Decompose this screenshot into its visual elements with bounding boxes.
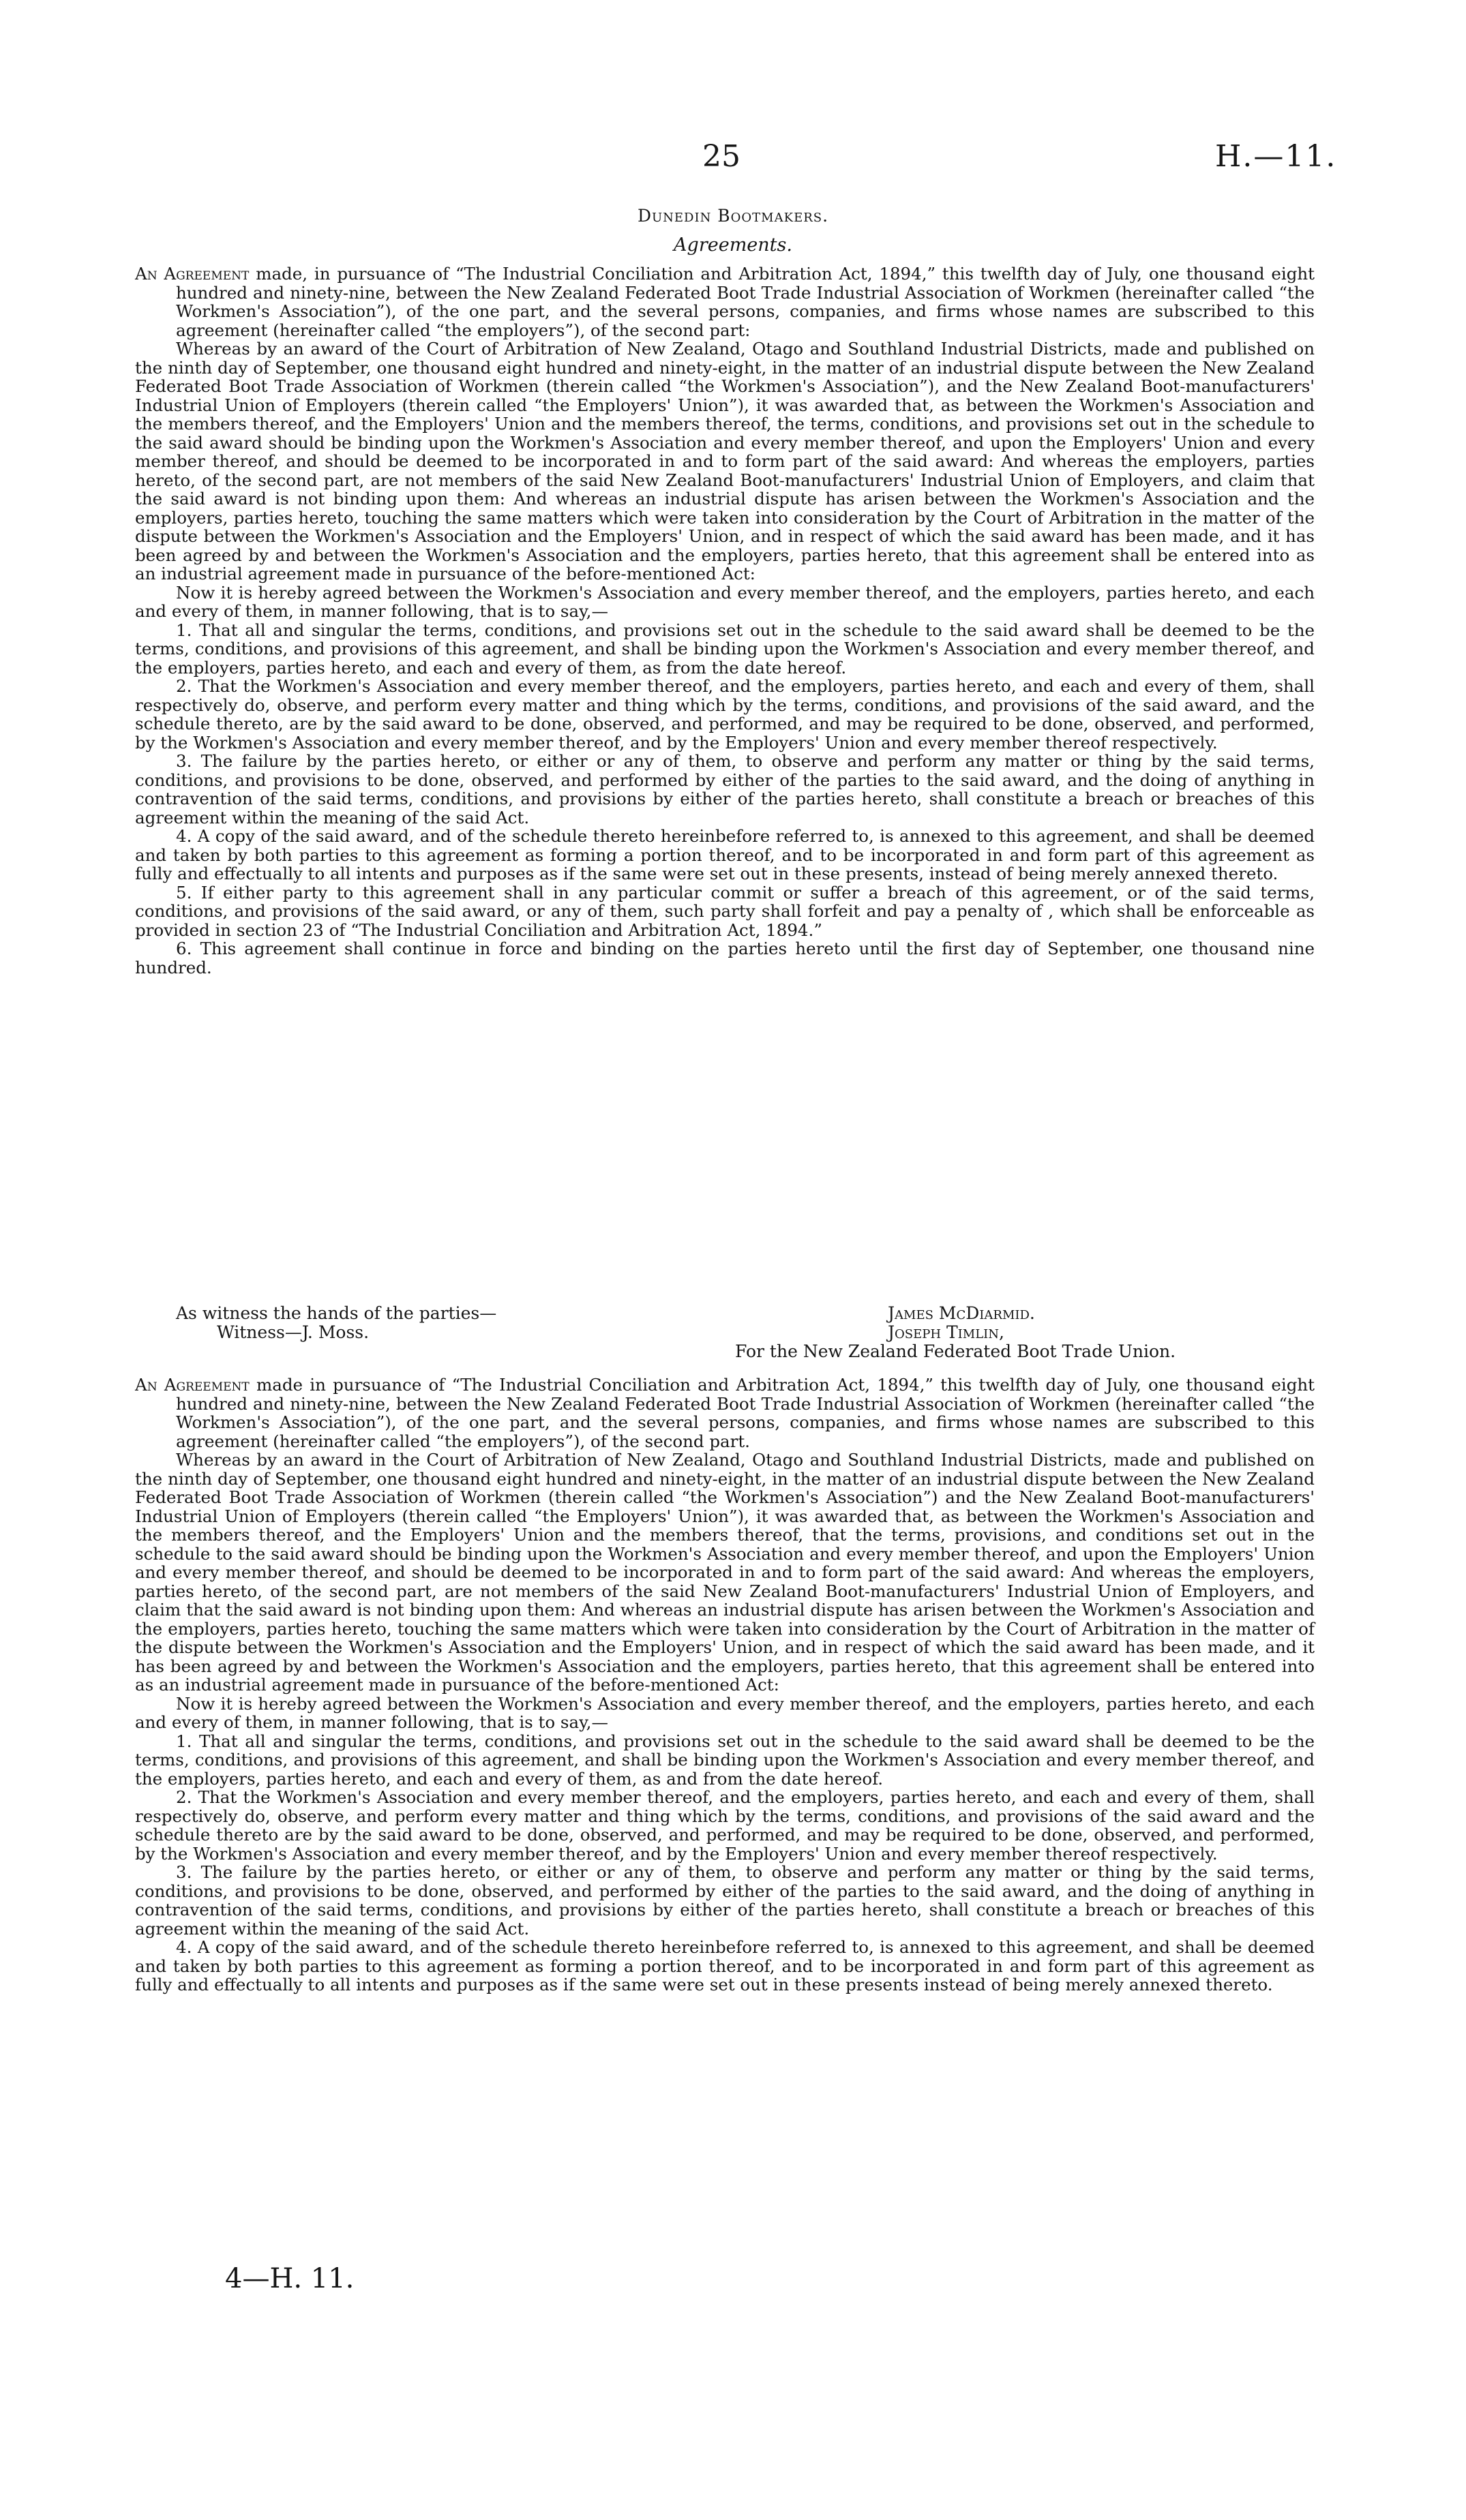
agreement-2 xyxy=(135,1376,1315,1994)
agreement-1-clause-1: 1. That all and singular the terms, conditions, and provisions set out in the schedule to the said award shall be deemed to be the terms, conditions, and provisions of this agreement, and shall be binding upon the Workmen's Association and every member thereof, and the employers, parties hereto, and each and every of them, as from the date hereof. xyxy=(135,620,1315,678)
agreement-1-clause-2: 2. That the Workmen's Association and every member thereof, and the employers, parties hereto, and each and every of them, shall respectively do, observe, and perform every matter and thing which by the terms, conditions, and provisions of the said award, and the schedule thereto, are by the said award to be done, observed, and performed, and may be required to be done, observed, and performed, by the Workmen's Association and every member thereof, and by the Employers' Union and every member thereof respectively. xyxy=(135,676,1315,753)
agreement-1-clause-3: 3. The failure by the parties hereto, or either or any of them, to observe and perform any matter or thing by the said terms, conditions, and provisions to be done, observed, and performed by either of the parties to the said award, and the doing of anything in contravention of the said terms, conditions, and provisions by either of the parties hereto, shall constitute a breach or breaches of this agreement within the meaning of the said Act. xyxy=(135,751,1315,828)
agreement-2-clause-2: 2. That the Workmen's Association and every member thereof, and the employers, parties hereto, and each and every of them, shall respectively do, observe, and perform every matter and thing which by the terms, conditions, and provisions of the said award and the schedule thereto are by the said award to be done, observed, and performed, and may be required to be done, observed, and performed, by the Workmen's Association and every member thereof, and by the Employers' Union and every member thereof respectively. xyxy=(135,1787,1315,1864)
agreement-1-lead: An Agreement xyxy=(135,264,250,284)
agreement-1-clause-6: 6. This agreement shall continue in force and binding on the parties hereto until the first day of September, one thousand nine hundred. xyxy=(135,939,1315,977)
witness-name: Witness—J. Moss. xyxy=(217,1322,370,1342)
agreement-2-clause-3: 3. The failure by the parties hereto, or either or any of them, to observe and perform any matter or thing by the said terms, conditions, and provisions to be done, observed, and performed by either of the parties to the said award, and the doing of anything in contravention of the said terms, conditions, and provisions by either of the parties hereto, shall constitute a breach or breaches of this agreement within the meaning of the said Act. xyxy=(135,1862,1315,1939)
agreement-1-clause-4: 4. A copy of the said award, and of the schedule thereto hereinbefore referred to, is annexed to this agreement, and shall be deemed and taken by both parties to this agreement as forming a portion thereof, and to be incorporated in and form part of this agreement as fully and effectually to all intents and purposes as if the same were set out in these presents, instead of being merely annexed thereto. xyxy=(135,826,1315,883)
agreement-2-whereas: Whereas by an award in the Court of Arbitration of New Zealand, Otago and Southland Industrial Districts, made and published on the ninth day of September, one thousand eight hundred and ninety-eight, in the matter of an industrial dispute between the New Zealand Federated Boot Trade Association of Workmen (therein called “the Workmen's Association”) and the New Zealand Boot-manufacturers' Industrial Union of Employers (therein called “the Employers' Union”), it was awarded that, as between the Workmen's Association and the members thereof, and the Employers' Union and the members thereof, that the terms, provisions, and conditions set out in the schedule to the said award should be binding upon the Workmen's Association and every member thereof, and upon the Employers' Union and every member thereof, and should be deemed to be incorporated in and to form part of the said award: And whereas the employers, parties hereto, of the second part, are not members of the said New Zealand Boot-manufacturers' Industrial Union of Employers, and claim that the said award is not binding upon them: And whereas an industrial dispute has arisen between the Workmen's Association and the employers, parties hereto, touching the same matters which were taken into consideration by the Court of Arbitration in the matter of the dispute between the Workmen's Association and the Employers' Union, and in respect of which the said award has been made, and it has been agreed by and between the Workmen's Association and the employers, parties hereto, that this agreement shall be entered into as an industrial agreement made in pursuance of the before-mentioned Act: xyxy=(135,1450,1315,1695)
section-subheading: Agreements. xyxy=(674,234,792,256)
agreement-2-now: Now it is hereby agreed between the Workmen's Association and every member thereof, and the employers, parties hereto, and each and every of them, in manner following, that is to say,— xyxy=(135,1693,1315,1732)
page-number: 25 xyxy=(702,139,741,174)
agreement-2-preamble xyxy=(135,1376,1315,1451)
signatory-timlin: Joseph Timlin, xyxy=(888,1322,1004,1342)
witness-line: As witness the hands of the parties— xyxy=(176,1303,497,1323)
agreement-1-preamble xyxy=(135,264,1315,339)
agreement-2-clause-4: 4. A copy of the said award, and of the schedule thereto hereinbefore referred to, is annexed to this agreement, and shall be deemed and taken by both parties to this agreement as forming a portion thereof, and to be incorporated in and form part of this agreement as fully and effectually to all intents and purposes as if the same were set out in these presents instead of being merely annexed thereto. xyxy=(135,1937,1315,1994)
signatory-mcdiarmid: James McDiarmid. xyxy=(888,1303,1035,1323)
document-reference: H.—11. xyxy=(1215,139,1337,174)
agreement-1-preamble-text: made, in pursuance of “The Industrial Conciliation and Arbitration Act, 1894,” this twelfth day of July, one thousand eight hundred and ninety-nine, between the New Zealand Federated Boot Trade Industrial Association of Workmen (hereinafter called “the Workmen's Association”), of the one part, and the several persons, companies, and firms whose names are subscribed to this agreement (hereinafter called “the employers”), of the second part: xyxy=(176,264,1315,340)
agreement-2-lead: An Agreement xyxy=(135,1375,250,1395)
agreement-2-clause-1: 1. That all and singular the terms, conditions, and provisions set out in the schedule to the said award shall be deemed to be the terms, conditions, and provisions of this agreement, and shall be binding upon the Workmen's Association and every member thereof, and the employers, parties hereto, and each and every of them, as and from the date hereof. xyxy=(135,1731,1315,1789)
agreement-1 xyxy=(135,264,1315,977)
section-heading: Dunedin Bootmakers. xyxy=(637,206,829,226)
agreement-1-clause-5: 5. If either party to this agreement shall in any particular commit or suffer a breach of this agreement, or of the said terms, conditions, and provisions of the said award, or any of them, such party shall forfeit and pay a penalty of , which shall be enforceable as provided in section 23 of “The Industrial Conciliation and Arbitration Act, 1894.” xyxy=(135,882,1315,940)
agreement-1-whereas: Whereas by an award of the Court of Arbitration of New Zealand, Otago and Southland Industrial Districts, made and published on the ninth day of September, one thousand eight hundred and ninety-eight, in the matter of an industrial dispute between the New Zealand Federated Boot Trade Association of Workmen (therein called “the Workmen's Association”), and the New Zealand Boot-manufacturers' Industrial Union of Employers (therein called “the Employers' Union”), it was awarded that, as between the Workmen's Association and the members thereof, and the Employers' Union and the members thereof, the terms, conditions, and provisions set out in the schedule to the said award should be binding upon the Workmen's Association and every member thereof, and upon the Employers' Union and every member thereof, and should be deemed to be incorporated in and to form part of the said award: And whereas the employers, parties hereto, of the second part, are not members of the said New Zealand Boot-manufacturers' Industrial Union of Employers, and claim that the said award is not binding upon them: And whereas an industrial dispute has arisen between the Workmen's Association and the employers, parties hereto, touching the same matters which were taken into consideration by the Court of Arbitration in the matter of the dispute between the Workmen's Association and the Employers' Union, and in respect of which the said award has been made, and it has been agreed by and between the Workmen's Association and the employers, parties hereto, that this agreement shall be entered into as an industrial agreement made in pursuance of the before-mentioned Act: xyxy=(135,339,1315,583)
union-attestation: For the New Zealand Federated Boot Trade Union. xyxy=(735,1341,1176,1361)
sheet-reference: 4—H. 11. xyxy=(225,2263,355,2294)
agreement-2-preamble-text: made in pursuance of “The Industrial Conciliation and Arbitration Act, 1894,” this twelfth day of July, one thousand eight hundred and ninety-nine, between the New Zealand Federated Boot Trade Industrial Association of Workmen (hereinafter called “the Workmen's Association”), of the one part, and the several persons, companies, and firms whose names are subscribed to this agreement (hereinafter called “the employers”), of the second part. xyxy=(176,1375,1315,1451)
agreement-1-now: Now it is hereby agreed between the Workmen's Association and every member thereof, and the employers, parties hereto, and each and every of them, in manner following, that is to say,— xyxy=(135,582,1315,621)
